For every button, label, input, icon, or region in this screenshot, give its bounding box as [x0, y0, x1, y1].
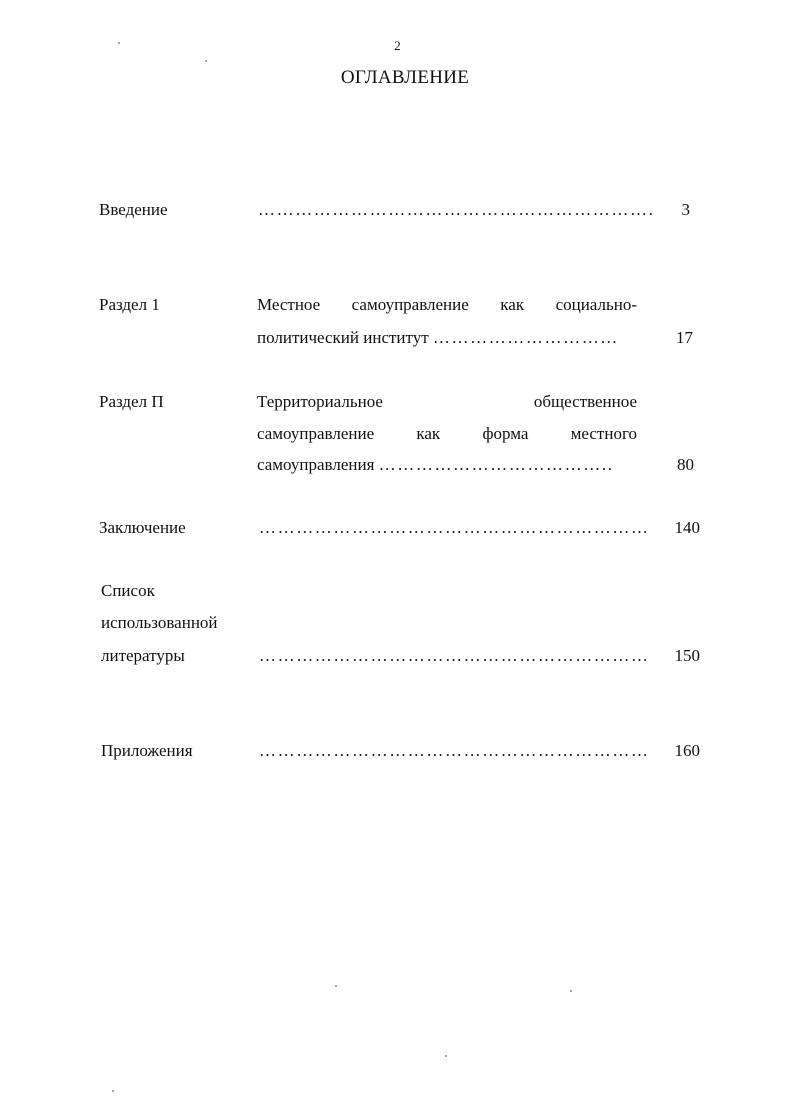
- toc-title-line: Территориальное общественное: [257, 392, 637, 411]
- toc-page-number: 150: [674, 646, 700, 665]
- toc-title-line: [257, 455, 637, 475]
- scan-speck: [445, 1055, 447, 1057]
- toc-page-number: 140: [674, 518, 700, 537]
- toc-page-number: 17: [676, 328, 693, 347]
- toc-leader-dots: ………………………………………………………: [259, 646, 650, 665]
- toc-title-line: Местное самоуправление как социально-: [257, 295, 637, 314]
- toc-leader-dots: ………………………………..: [378, 455, 614, 474]
- scan-speck: [335, 985, 337, 987]
- toc-title-text: политический институт: [257, 328, 429, 347]
- scan-speck: [112, 1090, 114, 1092]
- toc-page-number: 3: [681, 200, 690, 219]
- toc-leader-dots: …………………………: [432, 328, 619, 347]
- toc-label: использованной: [101, 613, 218, 632]
- toc-title-line: самоуправление как форма местного: [257, 424, 637, 443]
- toc-leader-dots: ………………………………………………………: [259, 741, 650, 760]
- toc-label: литературы: [101, 646, 185, 665]
- toc-title-text: самоуправления: [257, 455, 375, 474]
- toc-label: Заключение: [99, 518, 186, 537]
- scan-speck: [205, 60, 207, 62]
- toc-label: Введение: [99, 200, 168, 219]
- toc-page-number: 160: [674, 741, 700, 760]
- toc-label: Список: [101, 581, 155, 600]
- toc-label: Раздел 1: [99, 295, 160, 314]
- scan-speck: [570, 990, 572, 992]
- toc-leader-dots: ………………………………………………………: [259, 518, 650, 537]
- toc-label: Приложения: [101, 741, 193, 760]
- toc-page-number: 80: [677, 455, 694, 474]
- page-title: ОГЛАВЛЕНИЕ: [340, 67, 470, 88]
- toc-title-line: [257, 328, 637, 348]
- toc-label: Раздел П: [99, 392, 164, 411]
- scan-speck: [118, 42, 120, 44]
- toc-leader-dots: ……………………………………………………….: [258, 200, 655, 219]
- page-number: 2: [394, 38, 401, 53]
